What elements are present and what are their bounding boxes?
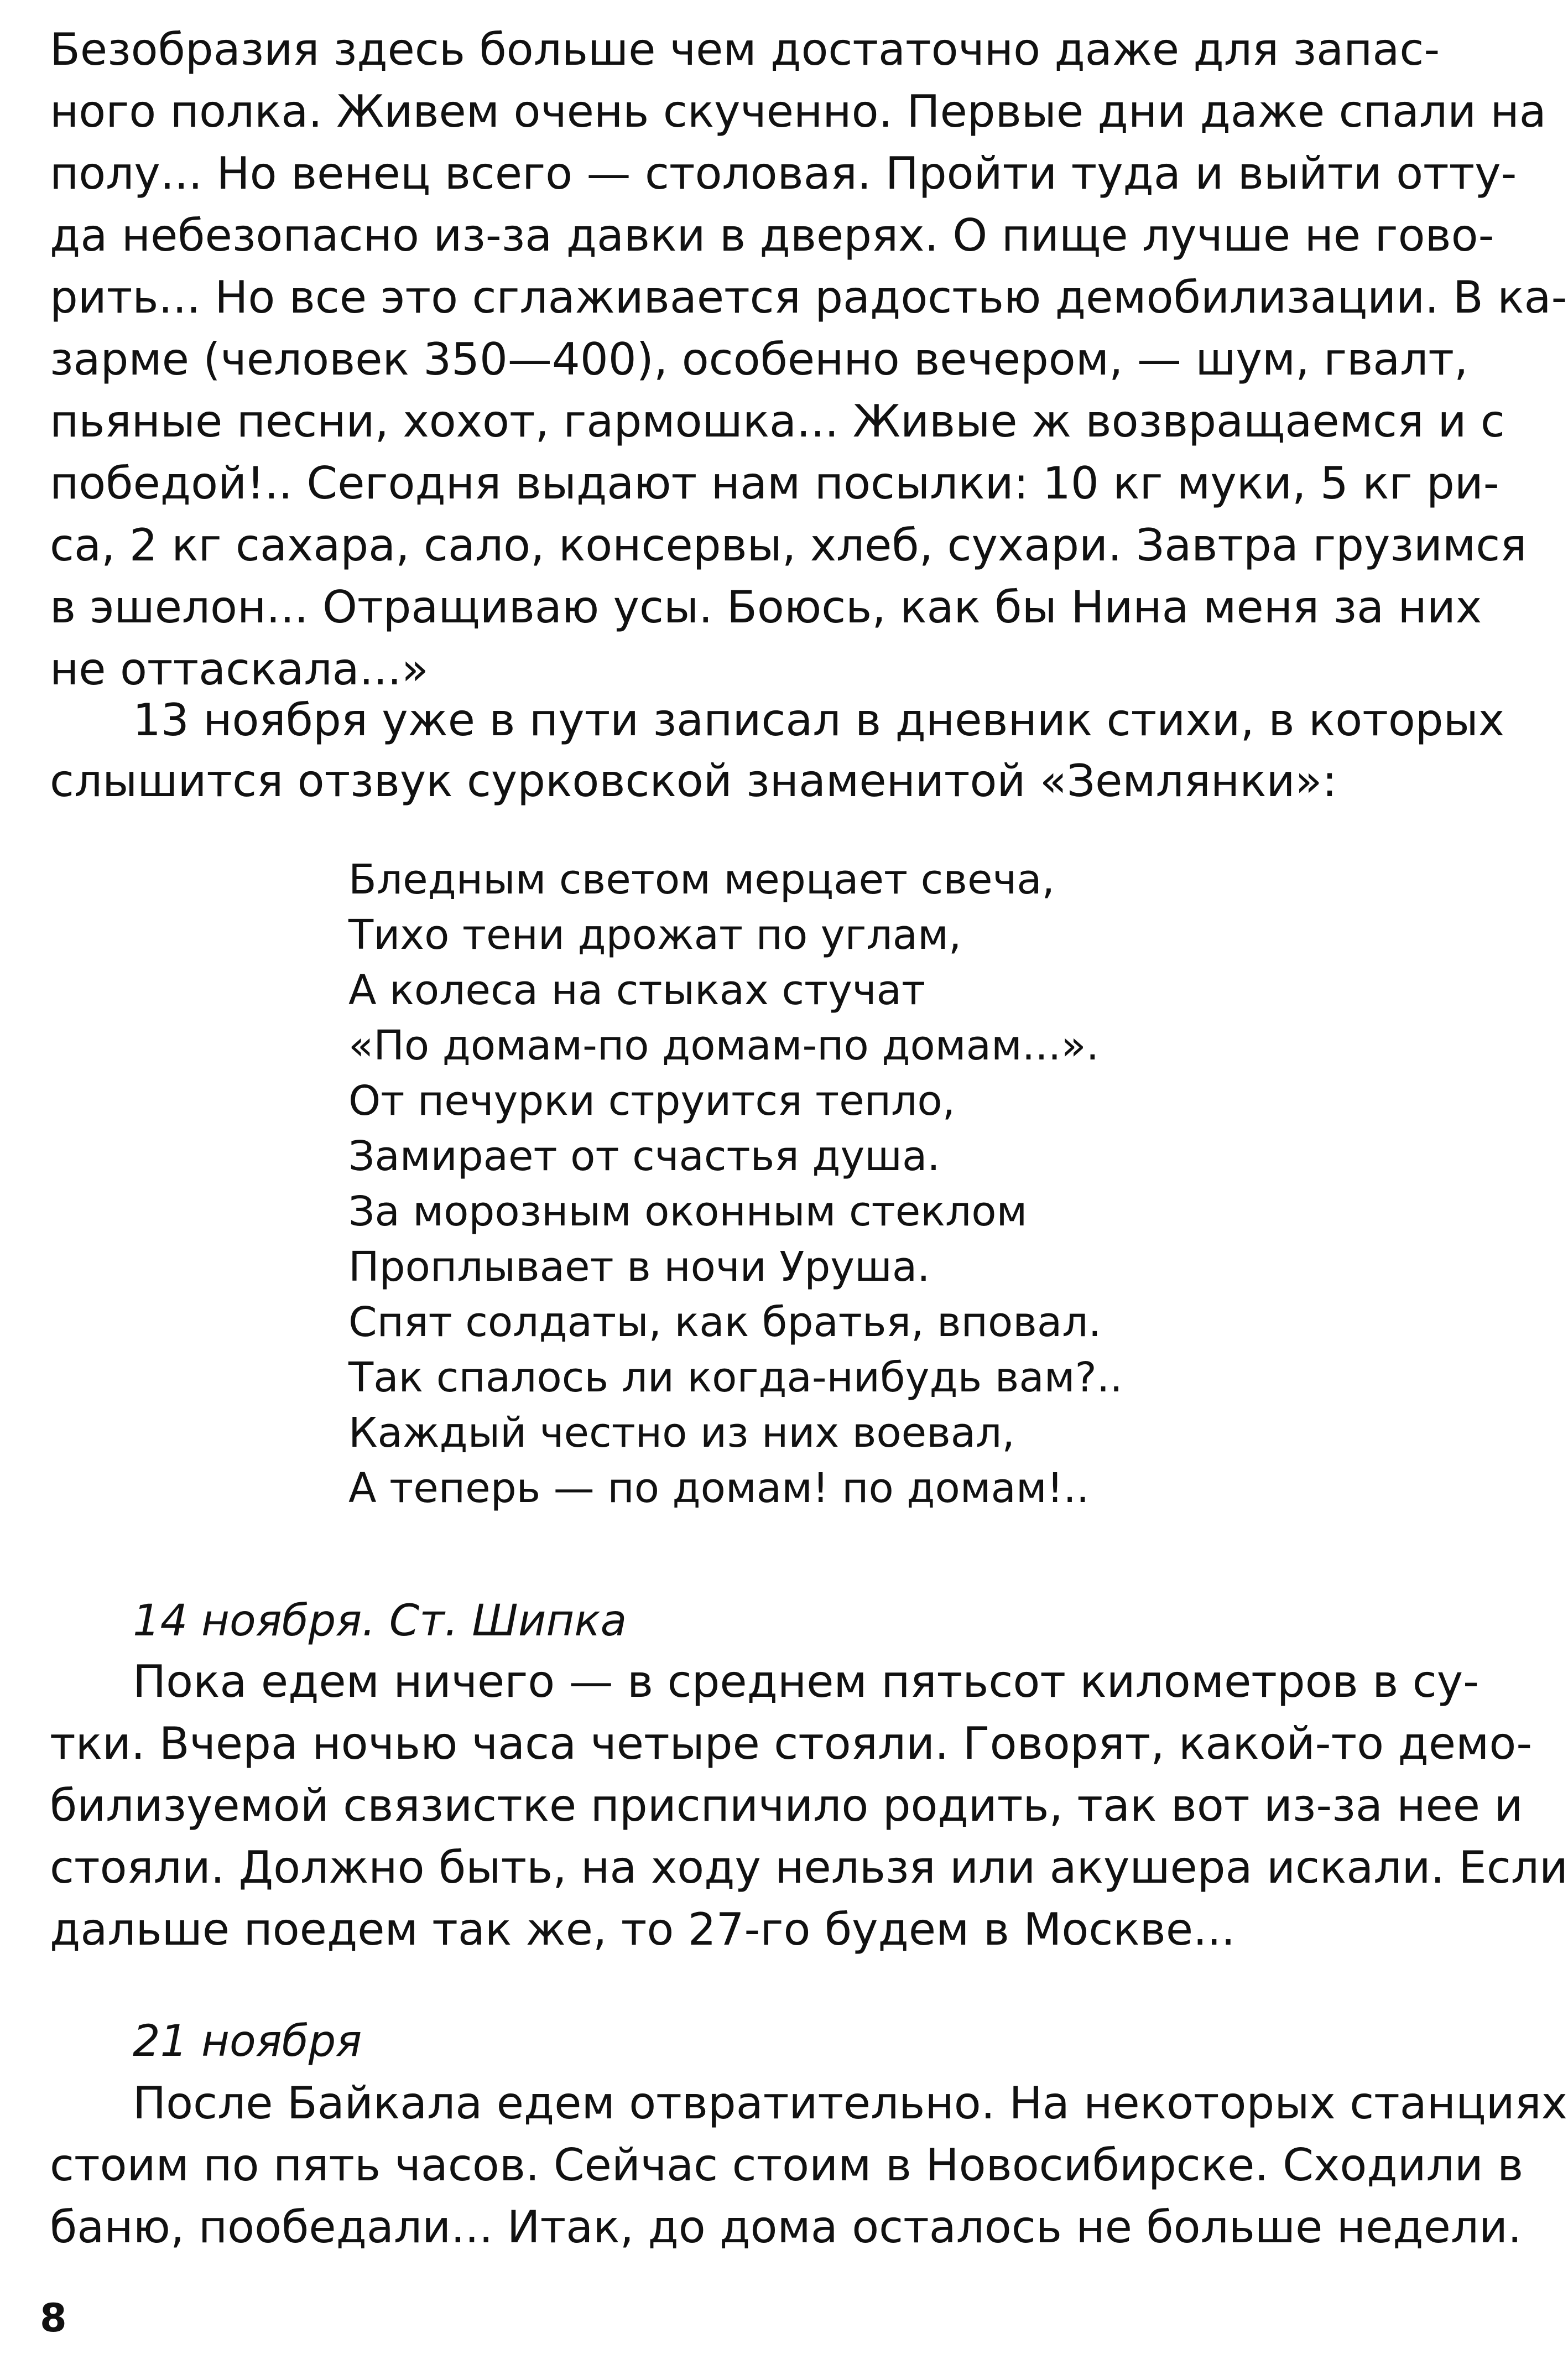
paragraph-1-line: са, 2 кг сахара, сало, консервы, хлеб, сухари. Завтра грузимся <box>50 519 1527 571</box>
paragraph-1-line: да небезопасно из-за давки в дверях. О пище лучше не гово- <box>50 210 1494 261</box>
entry-2-line: После Байкала едем отвратительно. На некоторых станциях <box>133 2077 1568 2129</box>
poem-line: Спят солдаты, как братья, вповал. <box>348 1298 1102 1346</box>
poem-line: А теперь — по домам! по домам!.. <box>348 1464 1090 1512</box>
poem-line: Проплывает в ночи Уруша. <box>348 1243 930 1291</box>
entry-1-line: билизуемой связистке приспичило родить, так вот из-за нее и <box>50 1780 1523 1831</box>
poem-line: Тихо тени дрожат по углам, <box>348 911 962 959</box>
paragraph-1-line: не оттаскала...» <box>50 643 429 695</box>
entry-2-line: стоим по пять часов. Сейчас стоим в Новосибирске. Сходили в <box>50 2139 1524 2191</box>
poem-line: «По домам-по домам-по домам...». <box>348 1022 1100 1069</box>
entry-date-heading: 21 ноября <box>133 2017 362 2066</box>
entry-date-heading: 14 ноября. Ст. Шипка <box>133 1596 627 1646</box>
paragraph-1-line: полу... Но венец всего — столовая. Пройти туда и выйти отту- <box>50 148 1517 199</box>
paragraph-1-line: Безобразия здесь больше чем достаточно даже для запас- <box>50 24 1440 75</box>
entry-1-line: стояли. Должно быть, на ходу нельзя или акушера искали. Если <box>50 1842 1568 1893</box>
entry-1-line: дальше поедем так же, то 27-го будем в Москве... <box>50 1904 1236 1955</box>
poem-line: А колеса на стыках стучат <box>348 967 926 1014</box>
page-number: 8 <box>40 2295 67 2341</box>
poem-line: Бледным светом мерцает свеча, <box>348 856 1055 903</box>
entry-1-line: Пока едем ничего — в среднем пятьсот километров в су- <box>133 1656 1479 1707</box>
entry-1-line: тки. Вчера ночью часа четыре стояли. Говорят, какой-то демо- <box>50 1718 1533 1769</box>
paragraph-1-line: победой!.. Сегодня выдают нам посылки: 10 кг муки, 5 кг ри- <box>50 458 1499 509</box>
entry-2-line: баню, пообедали... Итак, до дома осталось не больше недели. <box>50 2201 1522 2253</box>
poem-line: Каждый честно из них воевал, <box>348 1409 1015 1457</box>
paragraph-2-line: 13 ноября уже в пути записал в дневник стихи, в которых <box>133 694 1505 746</box>
poem-line: От печурки струится тепло, <box>348 1077 956 1125</box>
paragraph-1-line: ного полка. Живем очень скученно. Первые дни даже спали на <box>50 86 1546 137</box>
poem-line: Так спалось ли когда-нибудь вам?.. <box>348 1354 1123 1401</box>
poem-line: Замирает от счастья душа. <box>348 1132 940 1180</box>
paragraph-1-line: в эшелон... Отращиваю усы. Боюсь, как бы Нина меня за них <box>50 581 1482 633</box>
poem-line: За морозным оконным стеклом <box>348 1188 1028 1235</box>
paragraph-1-line: рить... Но все это сглаживается радостью демобилизации. В ка- <box>50 272 1567 323</box>
paragraph-1-line: пьяные песни, хохот, гармошка... Живые ж возвращаемся и с <box>50 396 1505 447</box>
paragraph-2-line: слышится отзвук сурковской знаменитой «Землянки»: <box>50 755 1337 807</box>
paragraph-1-line: зарме (человек 350—400), особенно вечером, — шум, гвалт, <box>50 334 1468 385</box>
